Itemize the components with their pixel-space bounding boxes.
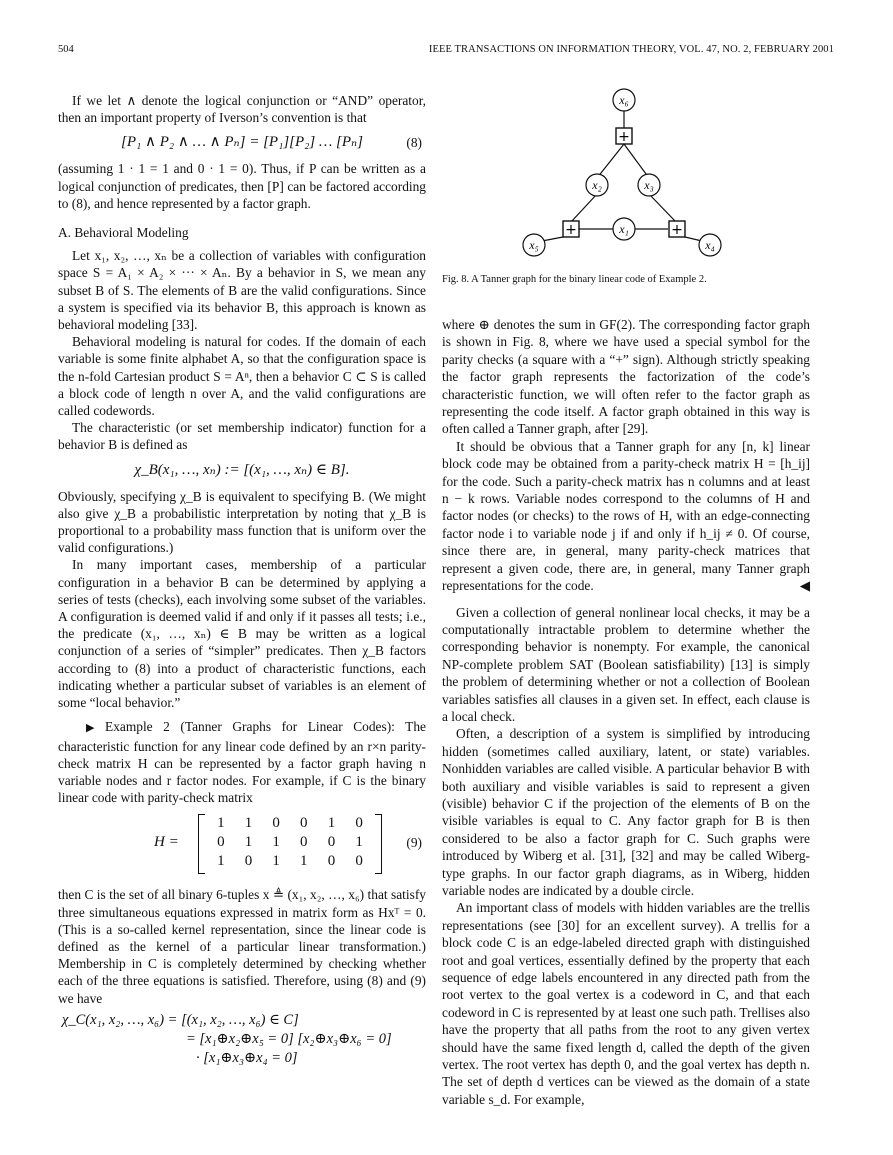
equation-chi-b [58, 454, 426, 488]
paragraph: (assuming 1 · 1 = 1 and 0 · 1 = 0). Thus, if P can be written as a logical conjunction of predicates, then [P] can be factored according to (8), and hence represented by a factor graph. [58, 161, 426, 211]
svg-text:x₂: x₂ [592, 178, 602, 192]
paragraph: where ⊕ denotes the sum in GF(2). The corresponding factor graph is shown in Fig. 8, where we have used a special symbol for the parity checks (a square with a “+” sign). Although strictly speaking the factor graph represents the factorization of the code’s characteristic function, we will often refer to the factor graph as representing the code itself. A factor graph obtained in this way is often called a Tanner graph, after [29]. [442, 317, 810, 437]
matrix-row [199, 833, 381, 852]
svg-text:x₆: x₆ [619, 93, 629, 107]
equation-line: · [x₁⊕x₃⊕x₄ = 0] [196, 1049, 298, 1066]
page-number: 504 [58, 44, 74, 55]
paragraph: An important class of models with hidden variables are the trellis representations (see [30] for an excellent survey). A trellis for a block code C is an edge-labeled directed graph with distinguished root and goal vertices, essentially defined by the property that each sequence of edge labels encountered in any directed path from the root vertex to the goal vertex is a codeword in C, and that each codeword in C is represented by at least one such path. Trellises also have the property that all paths from the root to any given vertex should have the same fixed length d, called the depth of the given vertex. The root vertex has depth 0, and the goal vertex has depth n. The set of depth d vertices can be viewed as the domain of a state variable s_d. For example, [442, 900, 810, 1107]
equation-9 [58, 812, 426, 878]
matrix-cell: 0 [355, 853, 363, 870]
end-of-example-icon: ◀ [799, 578, 810, 594]
matrix-cell: 1 [244, 834, 253, 851]
matrix-cell: 1 [272, 834, 280, 851]
parity-check-matrix [198, 814, 382, 874]
tanner-graph [442, 88, 810, 268]
variable-node-x5 [523, 234, 545, 256]
paragraph: then C is the set of all binary 6-tuples x ≜ (x₁, x₂, …, x₆) that satisfy three simultaneous equations expressed in matrix form as Hxᵀ = 0. (This is a so-called kernel representation, since the linear code is defined as the kernel of a particular linear transformation.) Membership in C is completely determined by checking whether each of the three equations is satisfied. Therefore, using (8) and (9) we have [58, 887, 426, 1006]
right-column [442, 316, 810, 1108]
matrix-cell: 0 [217, 834, 225, 851]
matrix-lhs: H = [154, 834, 179, 851]
paragraph: Given a collection of general nonlinear local checks, it may be a computationally intractable problem to determine whether the corresponding behavior is nonempty. For example, the canonical NP-complete problem SAT (Boolean satisfiability) [13] is simply the problem of determining whether or not a collection of Boolean variables satisfies all clauses in a given set. In effect, each clause is a local check. [442, 604, 810, 724]
matrix-cell: 0 [244, 853, 253, 870]
svg-text:+: + [565, 222, 577, 238]
matrix-cell: 0 [272, 815, 280, 832]
matrix-row [199, 814, 381, 833]
paragraph [442, 438, 810, 595]
equation-number: (8) [406, 135, 422, 151]
paragraph: If we let ∧ denote the logical conjunction or “AND” operator, then an important property of Iverson’s convention is that [58, 93, 426, 126]
example-text: Example 2 (Tanner Graphs for Linear Codes): The characteristic function for any linear code defined by an r×n parity-check matrix H can be represented by a factor graph having n variable nodes and r factor nodes. For example, if C is the binary linear code with parity-check matrix [58, 719, 426, 806]
paragraph: Let x₁, x₂, …, xₙ be a collection of variables with configuration space S = A₁ × A₂ × ··· × Aₙ. By a behavior in S, we mean any subset B of S. The elements of B are the valid configurations. Since a system is specified via its behavior B, this approach is known as behavioral modeling [33]. [58, 248, 426, 333]
matrix-row [199, 852, 381, 871]
svg-text:x₃: x₃ [644, 178, 654, 192]
matrix-cell: 1 [355, 834, 363, 851]
equation-body: χ_B(x₁, …, xₙ) := [(x₁, …, xₙ) ∈ B]. [134, 461, 350, 478]
check-node [669, 221, 685, 238]
characteristic-function-equation [58, 1011, 426, 1068]
svg-text:x₅: x₅ [529, 238, 539, 252]
example-paragraph [58, 718, 426, 806]
variable-node-x2 [586, 174, 608, 196]
section-heading: A. Behavioral Modeling [58, 225, 189, 241]
matrix-cell: 0 [300, 815, 308, 832]
matrix-cell: 1 [217, 853, 225, 870]
paragraph: Obviously, specifying χ_B is equivalent to specifying B. (We might also give χ_B a probabilistic interpretation by noting that χ_B is proportional to a probability mass function that is uniform over the valid configurations.) [58, 488, 426, 556]
paragraph: In many important cases, membership of a particular configuration in a behavior B can be determined by applying a series of tests (checks), each involving some subset of the variables. A configuration is deemed valid if and only if it passes all tests; i.e., the predicate (x₁, …, xₙ) ∈ B may be written as a logical conjunction of a series of “simpler” predicates. Then χ_B factors according to (8) into a product of characteristic functions, each indicating whether a particular subset of variables is an element of some “local behavior.” [58, 557, 426, 711]
matrix-cell: 0 [300, 834, 308, 851]
matrix-cell: 1 [244, 815, 253, 832]
paragraph: Often, a description of a system is simplified by introducing hidden (sometimes called auxiliary, latent, or state) variables. Nonhidden variables are called visible. A particular behavior B with both auxiliary and visible variables is said to represent a given (visible) behavior C if the projection of the elements of B on the visible variables is equal to C. Any factor graph for B is then considered to be also a factor graph for C. Such graphs were introduced by Wiberg et al. [31], [32] and may be called Wiberg-type graphs. In our factor graph diagrams, as in Wiberg, hidden variable nodes are indicated by a double circle. [442, 726, 810, 898]
matrix-cell: 1 [327, 815, 336, 832]
left-column [58, 92, 426, 1068]
matrix-cell: 0 [327, 834, 336, 851]
check-node [616, 128, 632, 145]
equation-line: χ_C(x₁, x₂, …, x₆) = [(x₁, x₂, …, x₆) ∈ C] [62, 1011, 299, 1028]
figure-caption: Fig. 8. A Tanner graph for the binary linear code of Example 2. [442, 274, 707, 285]
matrix-cell: 1 [217, 815, 225, 832]
matrix-cell: 1 [272, 853, 280, 870]
variable-node-x1 [613, 218, 635, 240]
paragraph: The characteristic (or set membership indicator) function for a behavior B is defined as [58, 420, 426, 453]
variable-node-x3 [638, 174, 660, 196]
check-node [563, 221, 579, 238]
svg-text:+: + [671, 222, 683, 238]
equation-number: (9) [406, 835, 422, 851]
variable-node-x4 [699, 234, 721, 256]
paragraph-text: It should be obvious that a Tanner graph for any [n, k] linear block code may be obtained from a parity-check matrix H = [h_ij] for the code. Such a parity-check matrix has n columns and at least n − k rows. Variable nodes correspond to the columns of H and factor nodes (or checks) to the rows of H, with an edge-connecting factor node i to variable node j if and only if h_ij ≠ 0. Of course, since there are, in general, many parity-check matrices that represent a given code, there are, in general, many Tanner graph representations for the code. [442, 438, 810, 594]
journal-title: IEEE TRANSACTIONS ON INFORMATION THEORY, VOL. 47, NO. 2, FEBRUARY 2001 [428, 44, 834, 55]
page-header [58, 44, 834, 60]
variable-node-x6 [613, 89, 635, 111]
equation-body: [P₁ ∧ P₂ ∧ … ∧ Pₙ] = [P₁][P₂] … [Pₙ] [121, 134, 363, 151]
svg-text:+: + [618, 129, 630, 145]
equation-8 [58, 126, 426, 160]
matrix-cell: 0 [327, 853, 336, 870]
equation-line: = [x₁⊕x₂⊕x₅ = 0] [x₂⊕x₃⊕x₆ = 0] [186, 1030, 392, 1047]
paragraph: Behavioral modeling is natural for codes. If the domain of each variable is some finite alphabet A, so that the configuration space is the n-fold Cartesian product S = Aⁿ, then a behavior C ⊂ S is called a block code of length n over A, and the valid configurations are called codewords. [58, 334, 426, 419]
matrix-cell: 1 [300, 853, 308, 870]
tanner-graph-figure [442, 88, 810, 268]
svg-text:x₄: x₄ [705, 238, 715, 252]
example-marker-icon: ▶ [86, 722, 95, 735]
matrix-cell: 0 [355, 815, 363, 832]
svg-text:x₁: x₁ [619, 222, 629, 236]
